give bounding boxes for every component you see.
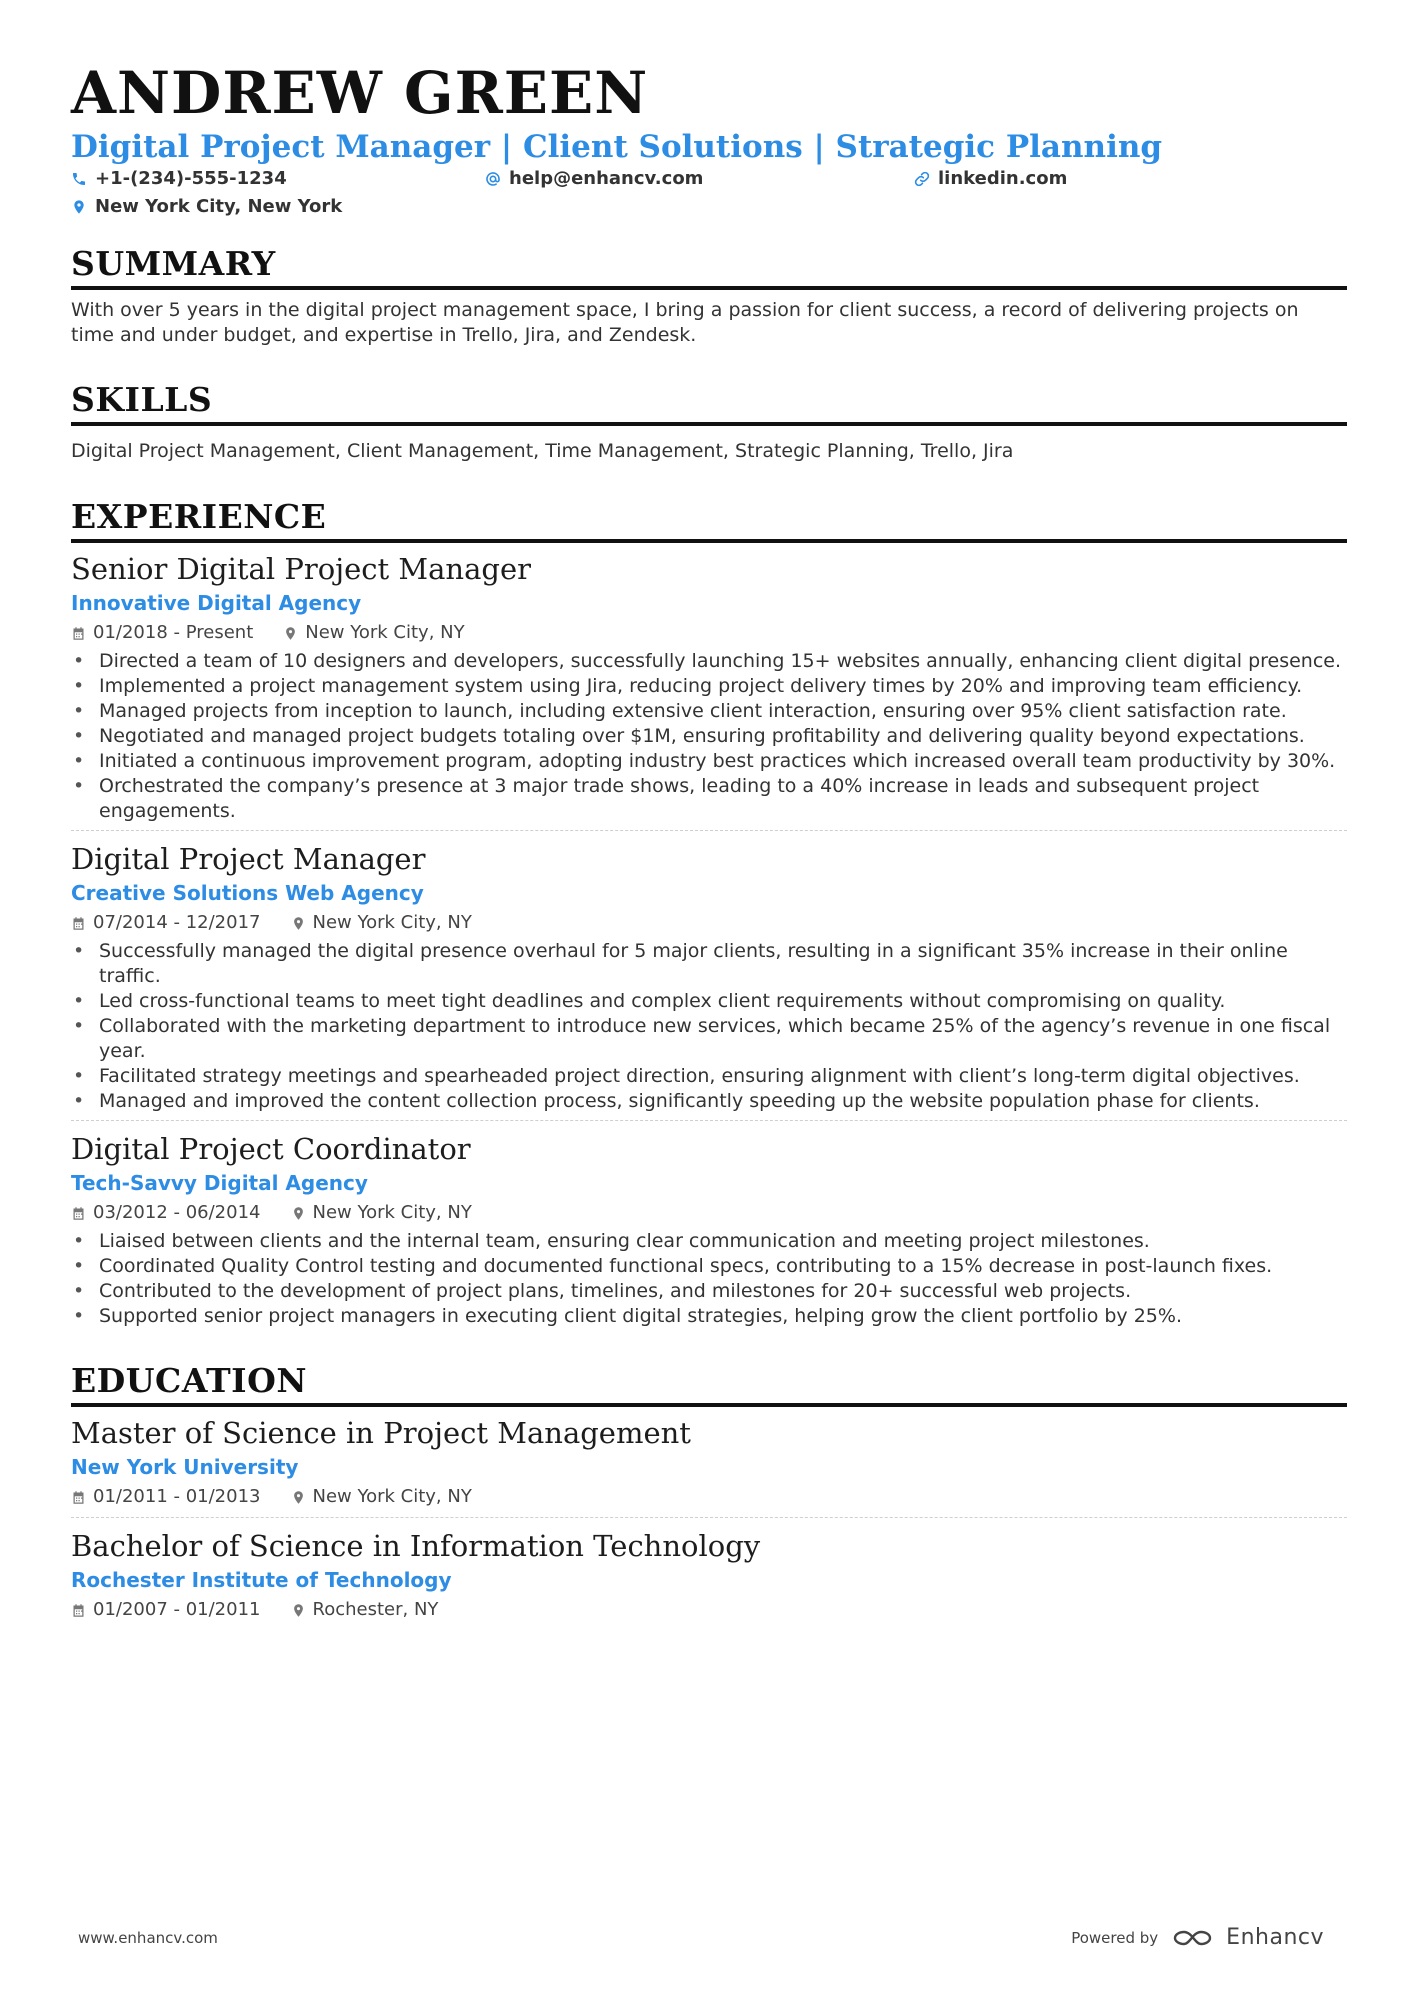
job-location — [291, 909, 472, 937]
education-section — [71, 1361, 1347, 1630]
contact-linkedin[interactable] — [914, 168, 1067, 189]
section-title-experience: EXPERIENCE — [71, 497, 1347, 543]
map-pin-icon — [291, 1490, 306, 1505]
summary-text: With over 5 years in the digital project management space, I bring a passion for client success, a record of delivering projects on time and under budget, and expertise in Trello, Jira, and Zendesk. — [71, 299, 1299, 346]
dates-text: 03/2012 - 06/2014 — [93, 1202, 261, 1223]
map-pin-icon — [283, 626, 298, 641]
location-text: New York City, NY — [312, 1486, 472, 1507]
bullet-item: • Implemented a project management system using Jira, reducing project delivery times by 20% and improving team efficiency. — [71, 674, 1347, 699]
school-name: Rochester Institute of Technology — [71, 1568, 452, 1592]
degree-title: Master of Science in Project Management — [71, 1416, 691, 1450]
section-title-summary: SUMMARY — [71, 244, 1347, 290]
experience-item — [71, 830, 1347, 1120]
candidate-headline: Digital Project Manager | Client Solutions | Strategic Planning — [71, 129, 1163, 165]
section-title-education: EDUCATION — [71, 1361, 1347, 1407]
calendar-icon — [71, 1603, 86, 1618]
degree-title: Bachelor of Science in Information Technology — [71, 1529, 761, 1563]
map-pin-icon — [291, 916, 306, 931]
dates-text: 01/2011 - 01/2013 — [93, 1486, 261, 1507]
job-meta — [71, 1199, 1347, 1227]
education-item — [71, 1415, 1347, 1517]
bullet-item: • Orchestrated the company’s presence at 3 major trade shows, leading to a 40% increase in leads and subsequent project engagements. — [71, 774, 1347, 824]
bullet-item: • Contributed to the development of project plans, timelines, and milestones for 20+ successful web projects. — [71, 1279, 1347, 1304]
school-name: New York University — [71, 1455, 299, 1479]
phone-text: +1-(234)-555-1234 — [95, 168, 287, 189]
experience-item — [71, 551, 1347, 830]
experience-section — [71, 497, 1347, 1335]
bullet-item: • Liaised between clients and the internal team, ensuring clear communication and meeting project milestones. — [71, 1229, 1347, 1254]
at-sign-icon — [485, 171, 501, 187]
candidate-name: ANDREW GREEN — [71, 59, 649, 127]
job-bullets — [71, 939, 1347, 1114]
map-pin-icon — [291, 1603, 306, 1618]
job-bullets — [71, 649, 1347, 824]
footer-website-link[interactable]: www.enhancv.com — [78, 1928, 218, 1947]
education-meta — [71, 1483, 1347, 1511]
skills-text: Digital Project Management, Client Management, Time Management, Strategic Planning, Trello, Jira — [71, 440, 1014, 462]
powered-by — [1071, 1925, 1324, 1950]
education-dates — [71, 1483, 261, 1511]
education-dates — [71, 1596, 261, 1624]
enhancv-logo-icon — [1172, 1926, 1218, 1950]
bullet-item: • Successfully managed the digital presence overhaul for 5 major clients, resulting in a significant 35% increase in their online traffic. — [71, 939, 1347, 989]
bullet-item: • Initiated a continuous improvement program, adopting industry best practices which increased overall team productivity by 30%. — [71, 749, 1347, 774]
job-title: Senior Digital Project Manager — [71, 552, 531, 586]
bullet-item: • Directed a team of 10 designers and developers, successfully launching 15+ websites annually, enhancing client digital presence. — [71, 649, 1347, 674]
job-dates — [71, 1199, 261, 1227]
calendar-icon — [71, 916, 86, 931]
location-text: New York City, NY — [312, 1202, 472, 1223]
job-location — [291, 1199, 472, 1227]
calendar-icon — [71, 1206, 86, 1221]
location-text: Rochester, NY — [312, 1599, 439, 1620]
calendar-icon — [71, 626, 86, 641]
location-text: New York City, New York — [95, 196, 343, 217]
contact-phone[interactable] — [71, 168, 287, 189]
bullet-item: • Collaborated with the marketing department to introduce new services, which became 25% of the agency’s revenue in one fiscal year. — [71, 1014, 1347, 1064]
summary-section — [71, 244, 1347, 348]
dates-text: 01/2018 - Present — [93, 622, 254, 643]
contact-info — [71, 168, 1347, 226]
job-title: Digital Project Coordinator — [71, 1132, 471, 1166]
dates-text: 01/2007 - 01/2011 — [93, 1599, 261, 1620]
powered-by-label: Powered by — [1071, 1928, 1159, 1947]
skills-section — [71, 380, 1347, 464]
dates-text: 07/2014 - 12/2017 — [93, 912, 261, 933]
company-name: Creative Solutions Web Agency — [71, 881, 424, 905]
bullet-item: • Managed projects from inception to launch, including extensive client interaction, ensuring over 95% client satisfaction rate. — [71, 699, 1347, 724]
bullet-item: • Supported senior project managers in executing client digital strategies, helping grow the client portfolio by 25%. — [71, 1304, 1347, 1329]
location-text: New York City, NY — [312, 912, 472, 933]
linkedin-text: linkedin.com — [938, 168, 1068, 189]
job-dates — [71, 909, 261, 937]
education-meta — [71, 1596, 1347, 1624]
job-meta — [71, 909, 1347, 937]
job-location — [283, 619, 464, 647]
job-title: Digital Project Manager — [71, 842, 426, 876]
company-name: Tech-Savvy Digital Agency — [71, 1171, 368, 1195]
education-item — [71, 1517, 1347, 1630]
bullet-item: • Managed and improved the content collection process, significantly speeding up the website population phase for clients. — [71, 1089, 1347, 1114]
bullet-item: • Led cross-functional teams to meet tight deadlines and complex client requirements without compromising on quality. — [71, 989, 1347, 1014]
job-bullets — [71, 1229, 1347, 1329]
contact-location — [71, 196, 342, 217]
job-dates — [71, 619, 253, 647]
contact-email[interactable] — [485, 168, 703, 189]
brand-name: Enhancv — [1226, 1925, 1324, 1950]
education-location — [291, 1483, 472, 1511]
phone-icon — [71, 171, 87, 187]
bullet-item: • Coordinated Quality Control testing and documented functional specs, contributing to a 15% decrease in post-launch fixes. — [71, 1254, 1347, 1279]
section-title-skills: SKILLS — [71, 380, 1347, 426]
link-icon — [914, 171, 930, 187]
brand-logo[interactable] — [1172, 1925, 1324, 1950]
education-location — [291, 1596, 439, 1624]
calendar-icon — [71, 1490, 86, 1505]
job-meta — [71, 619, 1347, 647]
bullet-item: • Facilitated strategy meetings and spearheaded project direction, ensuring alignment with client’s long-term digital objectives. — [71, 1064, 1347, 1089]
bullet-item: • Negotiated and managed project budgets totaling over $1M, ensuring profitability and delivering quality beyond expectations. — [71, 724, 1347, 749]
experience-item — [71, 1120, 1347, 1335]
company-name: Innovative Digital Agency — [71, 591, 362, 615]
map-pin-icon — [291, 1206, 306, 1221]
location-text: New York City, NY — [305, 622, 465, 643]
map-pin-icon — [71, 199, 87, 215]
resume-header — [71, 59, 1347, 226]
page-footer — [78, 1925, 1324, 1950]
email-text: help@enhancv.com — [509, 168, 704, 189]
